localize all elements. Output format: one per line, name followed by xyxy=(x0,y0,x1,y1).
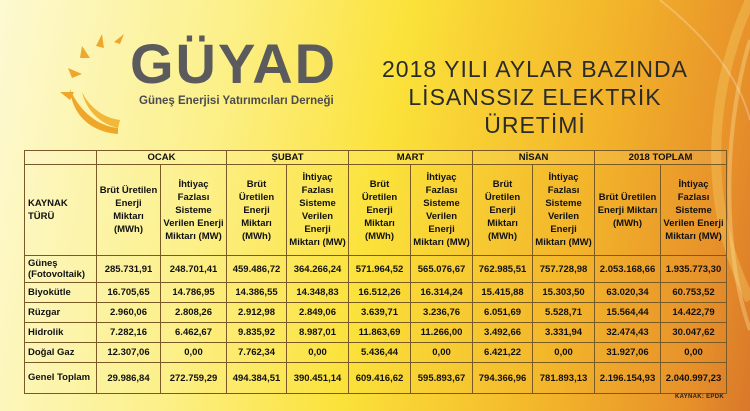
table-cell: 494.384,51 xyxy=(227,363,287,394)
table-cell: 781.893,13 xyxy=(533,363,595,394)
table-cell: 60.753,52 xyxy=(661,283,727,303)
table-cell: 595.893,67 xyxy=(411,363,473,394)
table-cell: 364.266,24 xyxy=(287,256,349,283)
logo-subtitle: Güneş Enerjisi Yatırımcıları Derneği xyxy=(139,95,334,107)
table-cell: 12.307,06 xyxy=(97,343,161,363)
table-cell: 14.348,83 xyxy=(287,283,349,303)
table-cell: 5.528,71 xyxy=(533,303,595,323)
table-cell: 5.436,44 xyxy=(349,343,411,363)
table-cell: 31.927,06 xyxy=(595,343,661,363)
table-cell: 6.051,69 xyxy=(473,303,533,323)
table-cell: 3.236,76 xyxy=(411,303,473,323)
table-cell: 272.759,29 xyxy=(161,363,227,394)
production-table xyxy=(24,150,727,394)
table-cell: 565.076,67 xyxy=(411,256,473,283)
table-cell: 7.762,34 xyxy=(227,343,287,363)
table-cell: 2.053.168,66 xyxy=(595,256,661,283)
table-cell: 2.960,06 xyxy=(97,303,161,323)
table-cell: 3.331,94 xyxy=(533,323,595,343)
ihtiyac-header: İhtiyaç Fazlası Sisteme Verilen Enerji Miktarı (MW) xyxy=(287,165,349,256)
table-cell: 0,00 xyxy=(661,343,727,363)
brut-header: Brüt Üretilen Enerji Miktarı (MWh) xyxy=(595,165,661,256)
table-cell: 0,00 xyxy=(287,343,349,363)
table-cell: 757.728,98 xyxy=(533,256,595,283)
brut-header: Brüt Üretilen Enerji Miktarı (MWh) xyxy=(227,165,287,256)
row-label: Doğal Gaz xyxy=(25,343,97,363)
table-cell: 3.492,66 xyxy=(473,323,533,343)
table-cell: 2.040.997,23 xyxy=(661,363,727,394)
corner-cell xyxy=(25,151,97,165)
table-cell: 0,00 xyxy=(411,343,473,363)
month-header: ŞUBAT xyxy=(227,151,349,165)
table-cell: 15.415,88 xyxy=(473,283,533,303)
table-row xyxy=(25,323,727,343)
table-cell: 63.020,34 xyxy=(595,283,661,303)
ihtiyac-header: İhtiyaç Fazlası Sisteme Verilen Enerji Miktarı (MW) xyxy=(411,165,473,256)
title-line-1: 2018 YILI AYLAR BAZINDA xyxy=(382,56,688,82)
ihtiyac-header: İhtiyaç Fazlası Sisteme Verilen Enerji Miktarı (MW) xyxy=(161,165,227,256)
column-header-row xyxy=(25,165,727,256)
table-cell: 6.462,67 xyxy=(161,323,227,343)
source-type-header: KAYNAK TÜRÜ xyxy=(25,165,97,256)
table-cell: 16.705,65 xyxy=(97,283,161,303)
table-cell: 2.196.154,93 xyxy=(595,363,661,394)
row-label: Genel Toplam xyxy=(25,363,97,394)
row-label: Hidrolik xyxy=(25,323,97,343)
table-cell: 16.512,26 xyxy=(349,283,411,303)
table-cell: 7.282,16 xyxy=(97,323,161,343)
table-cell: 0,00 xyxy=(161,343,227,363)
page-title xyxy=(375,55,695,139)
row-label: Rüzgar xyxy=(25,303,97,323)
table-cell: 794.366,96 xyxy=(473,363,533,394)
brut-header: Brüt Üretilen Enerji Miktarı (MWh) xyxy=(349,165,411,256)
table-cell: 1.935.773,30 xyxy=(661,256,727,283)
table-cell: 15.564,44 xyxy=(595,303,661,323)
table-cell: 8.987,01 xyxy=(287,323,349,343)
source-note: KAYNAK: EPDK xyxy=(674,394,724,400)
table-cell: 248.701,41 xyxy=(161,256,227,283)
table-row xyxy=(25,283,727,303)
table-row xyxy=(25,303,727,323)
month-header-row xyxy=(25,151,727,165)
table-cell: 571.964,52 xyxy=(349,256,411,283)
table-cell: 390.451,14 xyxy=(287,363,349,394)
table-cell: 2.849,06 xyxy=(287,303,349,323)
table-cell: 609.416,62 xyxy=(349,363,411,394)
logo-wordmark: GÜYAD xyxy=(130,32,338,95)
table-cell: 0,00 xyxy=(533,343,595,363)
table-cell: 11.863,69 xyxy=(349,323,411,343)
ihtiyac-header: İhtiyaç Fazlası Sisteme Verilen Enerji Miktarı (MW) xyxy=(533,165,595,256)
table-cell: 6.421,22 xyxy=(473,343,533,363)
row-label: Güneş (Fotovoltaik) xyxy=(25,256,97,283)
table-cell: 16.314,24 xyxy=(411,283,473,303)
title-line-2: LİSANSSIZ ELEKTRİK ÜRETİMİ xyxy=(408,84,662,138)
table-cell: 11.266,00 xyxy=(411,323,473,343)
table-cell: 9.835,92 xyxy=(227,323,287,343)
table-cell: 459.486,72 xyxy=(227,256,287,283)
table-cell: 285.731,91 xyxy=(97,256,161,283)
row-label: Biyokütle xyxy=(25,283,97,303)
table-cell: 30.047,62 xyxy=(661,323,727,343)
table-cell: 32.474,43 xyxy=(595,323,661,343)
table-row xyxy=(25,363,727,394)
ihtiyac-header: İhtiyaç Fazlası Sisteme Verilen Enerji Miktarı (MW) xyxy=(661,165,727,256)
table-cell: 2.912,98 xyxy=(227,303,287,323)
month-header: 2018 TOPLAM xyxy=(595,151,727,165)
month-header: NİSAN xyxy=(473,151,595,165)
month-header: MART xyxy=(349,151,473,165)
table-row xyxy=(25,343,727,363)
guyad-logo xyxy=(60,32,338,144)
month-header: OCAK xyxy=(97,151,227,165)
table-cell: 14.386,55 xyxy=(227,283,287,303)
table-cell: 762.985,51 xyxy=(473,256,533,283)
brut-header: Brüt Üretilen Enerji Miktarı (MWh) xyxy=(97,165,161,256)
table-cell: 29.986,84 xyxy=(97,363,161,394)
table-cell: 15.303,50 xyxy=(533,283,595,303)
table-cell: 2.808,26 xyxy=(161,303,227,323)
table-cell: 14.422,79 xyxy=(661,303,727,323)
table-cell: 3.639,71 xyxy=(349,303,411,323)
brut-header: Brüt Üretilen Enerji Miktarı (MWh) xyxy=(473,165,533,256)
table-cell: 14.786,95 xyxy=(161,283,227,303)
table-row xyxy=(25,256,727,283)
